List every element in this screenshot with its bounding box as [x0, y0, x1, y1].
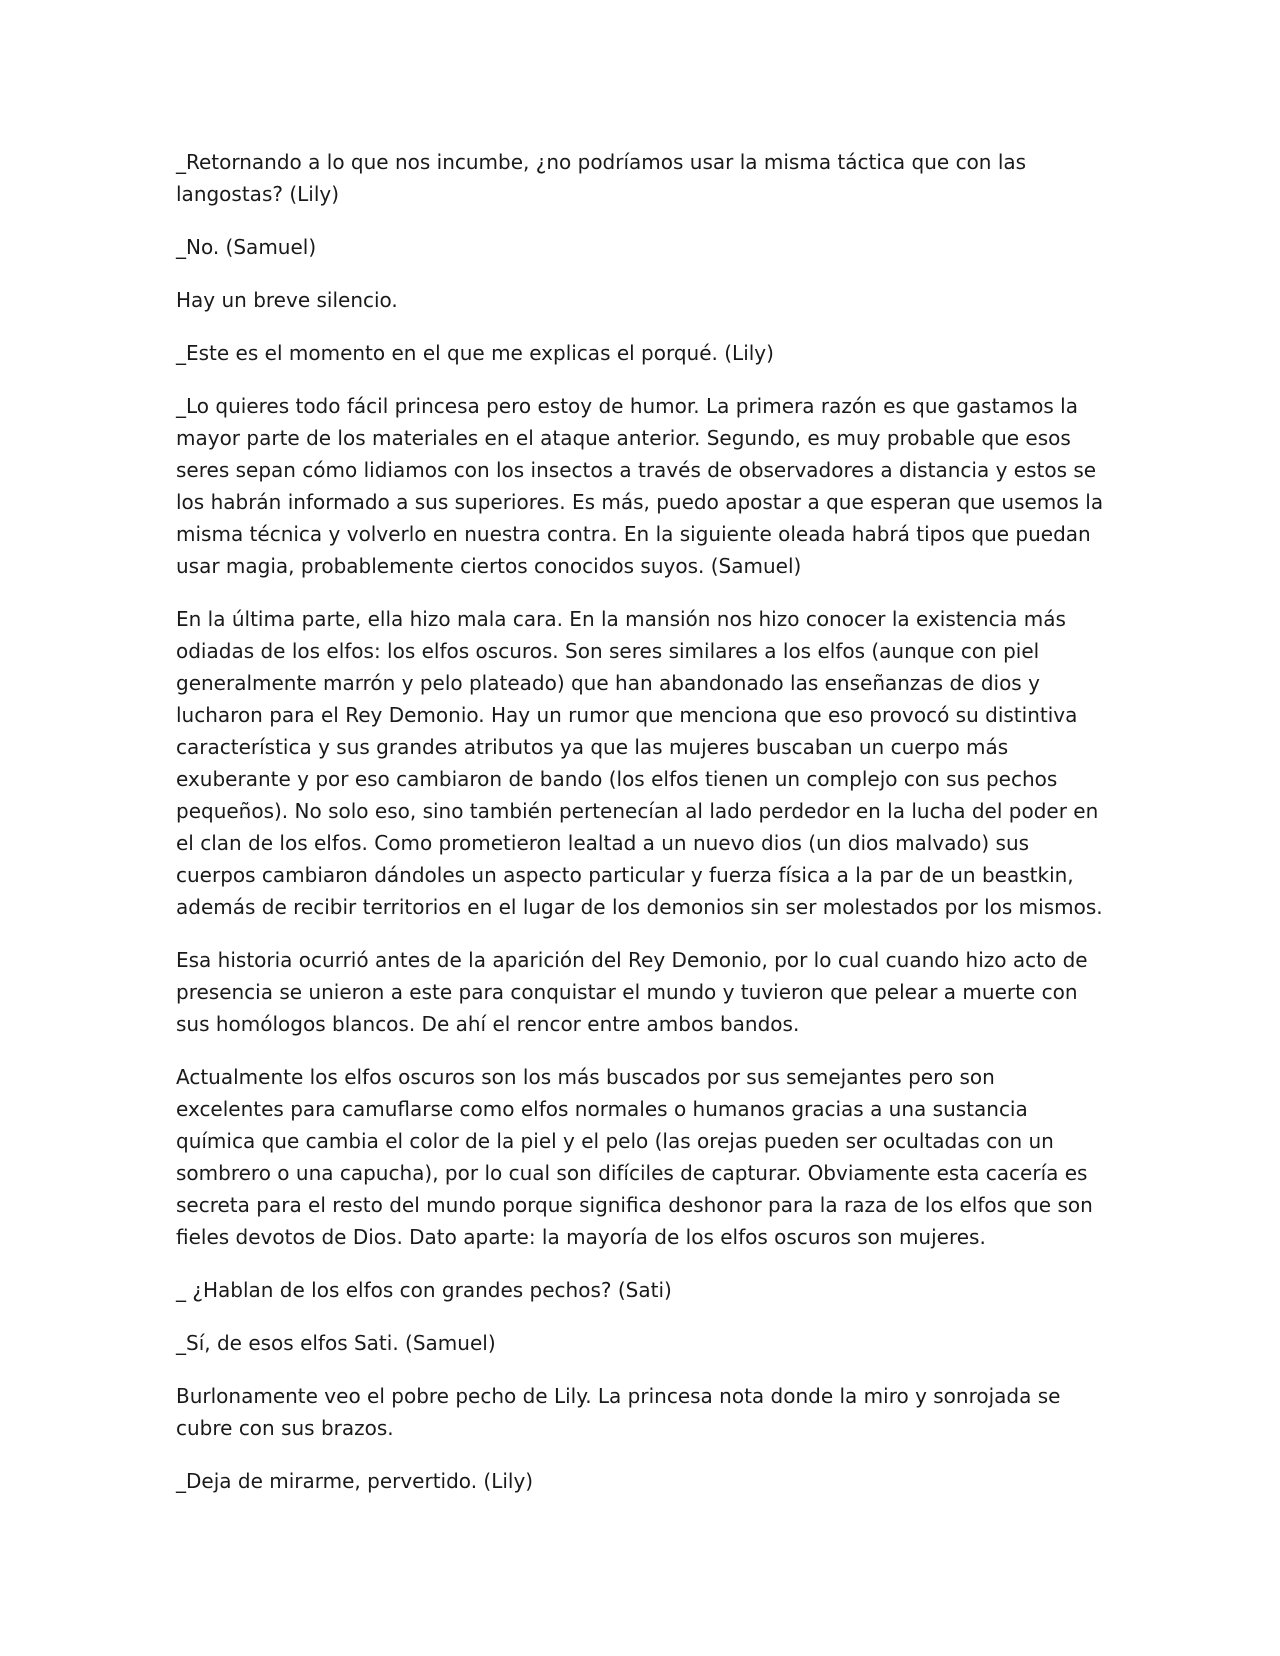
paragraph-6: En la última parte, ella hizo mala cara. En la mansión nos hizo conocer la existencia más odiadas de los elfos: los elfos oscuros. Son seres similares a los elfos (aunque con piel generalmente marrón y pelo plateado) que han abandonado las enseñanzas de dios y lucharon para el Rey Demonio. Hay un rumor que menciona que eso provocó su distintiva característica y sus grandes atributos ya que las mujeres buscaban un cuerpo más exuberante y por eso cambiaron de bando (los elfos tienen un complejo con sus pechos pequeños). No solo eso, sino también pertenecían al lado perdedor en la lucha del poder en el clan de los elfos. Como prometieron lealtad a un nuevo dios (un dios malvado) sus cuerpos cambiaron dándoles un aspecto particular y fuerza física a la par de un beastkin, además de recibir territorios en el lugar de los demonios sin ser molestados por los mismos.	[176, 607, 1103, 919]
paragraph-11: Burlonamente veo el pobre pecho de Lily. La princesa nota donde la miro y sonrojada se cubre con sus brazos.	[176, 1384, 1061, 1440]
paragraph-3: Hay un breve silencio.	[176, 288, 398, 312]
paragraph-2: _No. (Samuel)	[176, 235, 317, 259]
paragraph-10: _Sí, de esos elfos Sati. (Samuel)	[176, 1331, 496, 1355]
paragraph-12: _Deja de mirarme, pervertido. (Lily)	[176, 1469, 534, 1493]
paragraph-4: _Este es el momento en el que me explicas el porqué. (Lily)	[176, 341, 774, 365]
paragraph-9: _ ¿Hablan de los elfos con grandes pechos? (Sati)	[176, 1278, 672, 1302]
paragraph-8: Actualmente los elfos oscuros son los más buscados por sus semejantes pero son excelentes para camuflarse como elfos normales o humanos gracias a una sustancia química que cambia el color de la piel y el pelo (las orejas pueden ser ocultadas con un sombrero o una capucha), por lo cual son difíciles de capturar. Obviamente esta cacería es secreta para el resto del mundo porque significa deshonor para la raza de los elfos que son fieles devotos de Dios. Dato aparte: la mayoría de los elfos oscuros son mujeres.	[176, 1065, 1093, 1249]
paragraph-1: _Retornando a lo que nos incumbe, ¿no podríamos usar la misma táctica que con las langostas? (Lily)	[176, 150, 1027, 206]
paragraph-5: _Lo quieres todo fácil princesa pero estoy de humor. La primera razón es que gastamos la mayor parte de los materiales en el ataque anterior. Segundo, es muy probable que esos seres sepan cómo lidiamos con los insectos a través de observadores a distancia y estos se los habrán informado a sus superiores. Es más, puedo apostar a que esperan que usemos la misma técnica y volverlo en nuestra contra. En la siguiente oleada habrá tipos que puedan usar magia, probablemente ciertos conocidos suyos. (Samuel)	[176, 394, 1104, 578]
document-body	[176, 146, 1106, 1518]
paragraph-7: Esa historia ocurrió antes de la aparición del Rey Demonio, por lo cual cuando hizo acto de presencia se unieron a este para conquistar el mundo y tuvieron que pelear a muerte con sus homólogos blancos. De ahí el rencor entre ambos bandos.	[176, 948, 1088, 1036]
